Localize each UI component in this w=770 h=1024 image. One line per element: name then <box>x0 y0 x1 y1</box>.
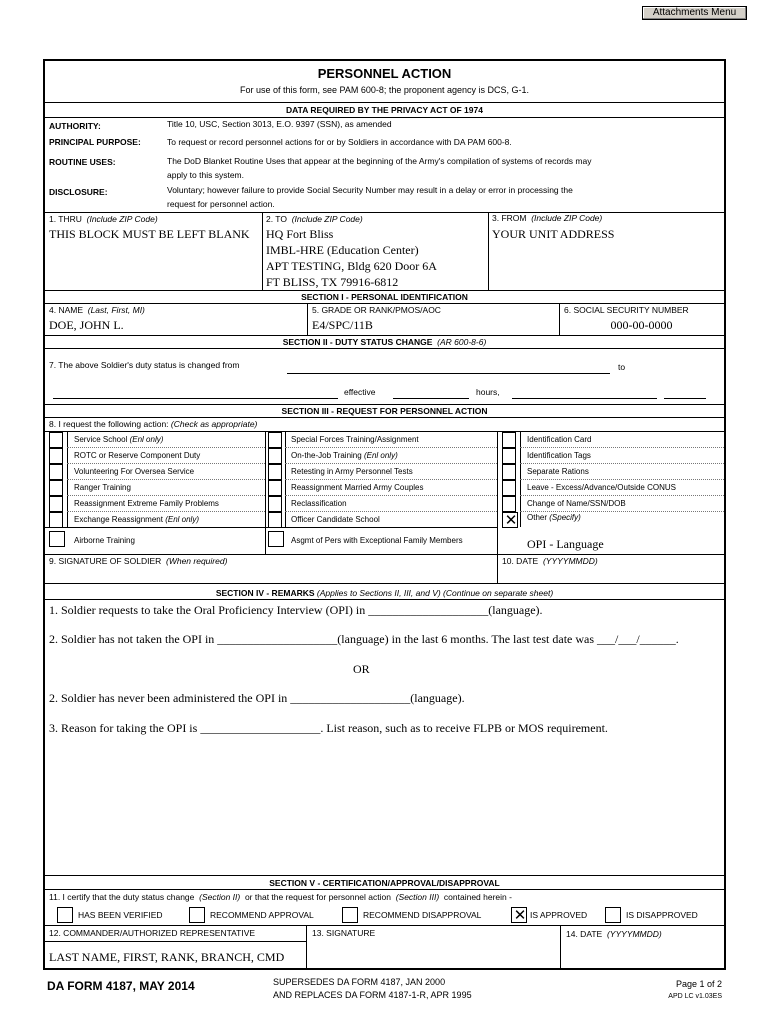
block5-label: 5. GRADE OR RANK/PMOS/AOC <box>312 305 441 315</box>
block9-signature-field[interactable] <box>46 567 496 582</box>
action-label-married-couples: Reassignment Married Army Couples <box>291 483 424 492</box>
cert-label-verified: HAS BEEN VERIFIED <box>78 910 163 920</box>
block2-line3[interactable]: APT TESTING, Bldg 620 Door 6A <box>266 259 437 273</box>
block6-value[interactable]: 000-00-0000 <box>610 318 673 332</box>
cert-checkbox-recommend-disapproval[interactable] <box>342 907 358 923</box>
block7-to: to <box>618 362 626 372</box>
block1-label: 1. THRU (Include ZIP Code) <box>49 214 158 224</box>
disclosure-text-2: request for personnel action. <box>167 199 275 209</box>
block7-extra-field[interactable] <box>664 398 706 399</box>
action-checkbox-reclassification[interactable] <box>268 496 282 512</box>
block14-label: 14. DATE (YYYYMMDD) <box>566 929 662 939</box>
action-checkbox-retesting[interactable] <box>268 464 282 480</box>
action-checkbox-airborne[interactable] <box>49 531 65 547</box>
purpose-text: To request or record personnel actions for or by Soldiers in accordance with DA PAM 600-8. <box>167 137 512 147</box>
action-label-separate-rations: Separate Rations <box>527 467 589 476</box>
remarks-line-4[interactable]: 3. Reason for taking the OPI is ____________________. List reason, such as to receive FLPB or MOS requirement. <box>49 721 608 735</box>
purpose-label: PRINCIPAL PURPOSE: <box>49 137 141 147</box>
disclosure-text-1: Voluntary; however failure to provide Social Security Number may result in a delay or error in processing the <box>167 185 573 195</box>
block3-value[interactable]: YOUR UNIT ADDRESS <box>492 227 615 241</box>
action-label-retesting: Retesting in Army Personnel Tests <box>291 467 413 476</box>
section3-title: SECTION III - REQUEST FOR PERSONNEL ACTION <box>281 406 488 416</box>
disclosure-label: DISCLOSURE: <box>49 187 108 197</box>
block11-label: 11. I certify that the duty status change (Section II) or that the request for personnel action (Section III) contained herein - <box>49 892 512 902</box>
action-label-id-card: Identification Card <box>527 435 592 444</box>
cert-label-disapproved: IS DISAPPROVED <box>626 910 698 920</box>
block5-value[interactable]: E4/SPC/11B <box>312 318 373 332</box>
block7-hours: hours, <box>476 387 500 397</box>
privacy-header: DATA REQUIRED BY THE PRIVACY ACT OF 1974 <box>286 105 483 115</box>
action-label-other: Other (Specify) <box>527 513 581 522</box>
block1-value[interactable]: THIS BLOCK MUST BE LEFT BLANK <box>49 227 250 241</box>
action-checkbox-efmp[interactable] <box>268 531 284 547</box>
action-checkbox-exchange[interactable] <box>49 512 63 528</box>
action-checkbox-id-tags[interactable] <box>502 448 516 464</box>
block4-value[interactable]: DOE, JOHN L. <box>49 318 124 332</box>
action-checkbox-ranger[interactable] <box>49 480 63 496</box>
form-id: DA FORM 4187, MAY 2014 <box>47 979 195 993</box>
action-label-reassign-family: Reassignment Extreme Family Problems <box>74 499 219 508</box>
cert-checkbox-disapproved[interactable] <box>605 907 621 923</box>
action-checkbox-name-change[interactable] <box>502 496 516 512</box>
action-checkbox-service-school[interactable] <box>49 432 63 448</box>
cert-checkbox-recommend-approval[interactable] <box>189 907 205 923</box>
cert-label-recommend-disapproval: RECOMMEND DISAPPROVAL <box>363 910 482 920</box>
remarks-line-3[interactable]: 2. Soldier has never been administered the OPI in ____________________(language). <box>49 691 465 705</box>
action-label-exchange: Exchange Reassignment (Enl only) <box>74 515 199 524</box>
action-checkbox-rotc[interactable] <box>49 448 63 464</box>
block10-label: 10. DATE (YYYYMMDD) <box>502 556 598 566</box>
authority-label: AUTHORITY: <box>49 121 101 131</box>
block2-line4[interactable]: FT BLISS, TX 79916-6812 <box>266 275 399 289</box>
routine-text-1: The DoD Blanket Routine Uses that appear at the beginning of the Army's compilation of systems of records may <box>167 156 592 166</box>
remarks-line-2[interactable]: 2. Soldier has not taken the OPI in ____________________(language) in the last 6 months. The last test date was ___/___/______. <box>49 632 679 646</box>
form-title: PERSONNEL ACTION <box>317 66 452 81</box>
block7-from-field[interactable] <box>287 373 610 374</box>
page-number: Page 1 of 2 <box>675 979 722 989</box>
block12-value[interactable]: LAST NAME, FIRST, RANK, BRANCH, CMD <box>49 950 285 964</box>
action-label-special-forces: Special Forces Training/Assignment <box>291 435 419 444</box>
supersedes-line-2: AND REPLACES DA FORM 4187-1-R, APR 1995 <box>273 990 472 1000</box>
routine-text-2: apply to this system. <box>167 170 245 180</box>
block7-effective: effective <box>344 387 376 397</box>
action-label-id-tags: Identification Tags <box>527 451 591 460</box>
action-checkbox-oversea[interactable] <box>49 464 63 480</box>
cert-checkbox-verified[interactable] <box>57 907 73 923</box>
attachments-menu-button[interactable]: Attachments Menu <box>642 6 747 20</box>
action-checkbox-separate-rations[interactable] <box>502 464 516 480</box>
section5-title: SECTION V - CERTIFICATION/APPROVAL/DISAPPROVAL <box>269 878 500 888</box>
authority-text: Title 10, USC, Section 3013, E.O. 9397 (SSN), as amended <box>167 119 392 129</box>
cert-checkbox-approved[interactable] <box>511 907 527 923</box>
block2-label: 2. TO (Include ZIP Code) <box>266 214 363 224</box>
form-subtitle: For use of this form, see PAM 600-8; the proponent agency is DCS, G-1. <box>240 85 529 95</box>
block3-label: 3. FROM (Include ZIP Code) <box>492 213 603 223</box>
block8-label: 8. I request the following action: (Check as appropriate) <box>49 419 258 429</box>
action-label-ocs: Officer Candidate School <box>291 515 380 524</box>
supersedes-line-1: SUPERSEDES DA FORM 4187, JAN 2000 <box>273 977 446 987</box>
action-checkbox-ojt[interactable] <box>268 448 282 464</box>
action-label-oversea: Volunteering For Oversea Service <box>74 467 195 476</box>
block7-label: 7. The above Soldier's duty status is changed from <box>49 360 240 370</box>
cert-label-approved: IS APPROVED <box>530 910 588 920</box>
action-checkbox-id-card[interactable] <box>502 432 516 448</box>
block10-date-field[interactable] <box>499 567 723 582</box>
action-checkbox-reassign-family[interactable] <box>49 496 63 512</box>
block14-date-field[interactable] <box>562 942 723 968</box>
action-checkbox-ocs[interactable] <box>268 512 282 528</box>
block2-line1[interactable]: HQ Fort Bliss <box>266 227 334 241</box>
block12-label: 12. COMMANDER/AUTHORIZED REPRESENTATIVE <box>49 928 256 938</box>
block7-effective-field[interactable] <box>393 398 469 399</box>
action-checkbox-special-forces[interactable] <box>268 432 282 448</box>
action-checkbox-other[interactable] <box>502 512 518 528</box>
remarks-line-1[interactable]: 1. Soldier requests to take the Oral Proficiency Interview (OPI) in ____________________(language). <box>49 603 543 617</box>
section1-title: SECTION I - PERSONAL IDENTIFICATION <box>301 292 468 302</box>
routine-label: ROUTINE USES: <box>49 157 116 167</box>
action-checkbox-leave[interactable] <box>502 480 516 496</box>
block7-hours-field[interactable] <box>512 398 657 399</box>
block6-label: 6. SOCIAL SECURITY NUMBER <box>564 305 689 315</box>
block2-line2[interactable]: IMBL-HRE (Education Center) <box>266 243 419 257</box>
check-mark-icon: ✕ <box>513 906 527 924</box>
section4-title: SECTION IV - REMARKS (Applies to Sections II, III, and V) (Continue on separate sheet) <box>215 588 554 598</box>
action-label-rotc: ROTC or Reserve Component Duty <box>74 451 201 460</box>
block4-label: 4. NAME (Last, First, MI) <box>49 305 145 315</box>
remarks-or[interactable]: OR <box>353 662 370 676</box>
form-version: APD LC v1.03ES <box>668 993 722 1000</box>
action-checkbox-married-couples[interactable] <box>268 480 282 496</box>
action-label-efmp: Asgmt of Pers with Exceptional Family Members <box>291 536 463 545</box>
block13-signature-field[interactable] <box>308 942 558 968</box>
block7-to-field[interactable] <box>53 398 338 399</box>
action-label-reclassification: Reclassification <box>291 499 347 508</box>
action-label-name-change: Change of Name/SSN/DOB <box>527 499 626 508</box>
action-label-ranger: Ranger Training <box>74 483 131 492</box>
action-label-leave: Leave - Excess/Advance/Outside CONUS <box>527 483 676 492</box>
action-label-ojt: On-the-Job Training (Enl only) <box>291 451 398 460</box>
block9-label: 9. SIGNATURE OF SOLDIER (When required) <box>49 556 228 566</box>
action-label-airborne: Airborne Training <box>74 536 135 545</box>
action-label-service-school: Service School (Enl only) <box>74 435 164 444</box>
block13-label: 13. SIGNATURE <box>312 928 376 938</box>
action-other-value[interactable]: OPI - Language <box>527 537 604 551</box>
section2-title: SECTION II - DUTY STATUS CHANGE (AR 600-8-6) <box>282 337 487 347</box>
cert-label-recommend-approval: RECOMMEND APPROVAL <box>210 910 314 920</box>
check-mark-icon: ✕ <box>504 511 518 529</box>
